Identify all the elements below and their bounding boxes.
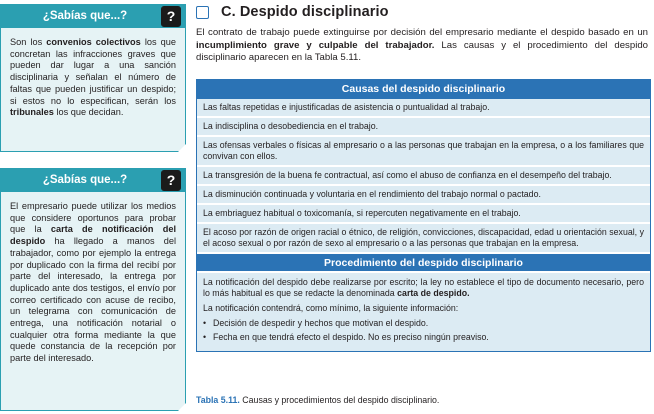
causes-list xyxy=(197,99,650,252)
text-run: El contrato de trabajo puede extinguirse por decisión del empresario mediante el despido basado en un xyxy=(196,27,648,38)
procedure-header: Procedimiento del despido disciplinario xyxy=(197,252,650,271)
section-title: C. Despido disciplinario xyxy=(221,4,389,20)
bold-text-run: convenios colectivos xyxy=(46,37,141,47)
text-run: los que decidan. xyxy=(53,107,124,118)
folded-corner-decoration xyxy=(177,143,187,153)
cause-row: La indisciplina o desobediencia en el trabajo. xyxy=(197,116,650,135)
question-mark-glyph: ? xyxy=(162,7,180,26)
procedure-paragraph-2: La notificación contendrá, como mínimo, la siguiente información: xyxy=(203,303,459,313)
procedure-body xyxy=(197,271,650,351)
tip-header xyxy=(1,169,185,192)
tip-header-label: ¿Sabías que...? xyxy=(42,10,128,22)
tip-box-carta-notificacion xyxy=(0,168,186,411)
cause-row: El acoso por razón de origen racial o étnico, de religión, convicciones, discapacidad, edad u orientación sexual, y el acoso sexual o por razón de sexo al empresario o a las personas que trabajan en la empresa. xyxy=(197,222,650,252)
bullet-text: Decisión de despedir y hechos que motivan el despido. xyxy=(213,318,429,328)
tip-body xyxy=(1,28,185,123)
tip-box-convenios xyxy=(0,4,186,152)
procedure-paragraph-1 xyxy=(203,277,644,299)
procedure-bullet-item xyxy=(203,332,644,343)
table-5-11 xyxy=(196,79,651,352)
text-run: La notificación del despido debe realizarse por escrito; la ley no establece el tipo de documento necesario, pero lo más habitual es que se redacte la denominada xyxy=(203,277,644,298)
procedure-bullet-item xyxy=(203,318,644,329)
text-run: ha llegado a manos del trabajador, como por ejemplo la entrega por duplicado con la firma del recibí por parte del interesado, la entrega por duplicado ante dos testigos, el envío por correo certificado con acuse de recibo, un telegrama con comunicación de entrega, una notificación notarial o cualquier otra forma mediante la que quede constancia de la recepción por parte del interesado. xyxy=(10,236,176,364)
bold-text-run: tribunales xyxy=(10,107,54,118)
folded-corner-decoration xyxy=(177,402,187,412)
bullet-dot-icon: • xyxy=(203,332,207,342)
text-run: Son los xyxy=(10,37,47,47)
tip-header xyxy=(1,5,185,28)
procedure-bullets xyxy=(203,318,644,343)
text-run: los que concretan las infracciones graves que pueden dar lugar a una sanción disciplinaria y señalan el número de faltas que pueden justificar un despido; si estos no lo especifican, serán los xyxy=(10,37,176,106)
bullet-text: Fecha en que tendrá efecto el despido. No es preciso ningún preaviso. xyxy=(213,332,489,342)
cause-row: La disminución continuada y voluntaria en el rendimiento del trabajo normal o pactado. xyxy=(197,184,650,203)
text-run: El empresario puede utilizar los medios que considere oportunos para probar que la xyxy=(10,201,176,235)
cause-row: La transgresión de la buena fe contractual, así como el abuso de confianza en el desempeño del trabajo. xyxy=(197,165,650,184)
table-caption xyxy=(196,395,439,405)
bold-text-run: carta de despido. xyxy=(397,288,470,298)
caption-label: Tabla 5.11. xyxy=(196,395,240,405)
tip-header-label: ¿Sabías que...? xyxy=(42,174,128,186)
cause-row: Las faltas repetidas e injustificadas de asistencia o puntualidad al trabajo. xyxy=(197,99,650,116)
bold-text-run: carta de notificación del despido xyxy=(10,224,177,247)
question-mark-icon xyxy=(161,170,181,191)
question-mark-icon xyxy=(161,6,181,27)
bold-text-run: incumplimiento grave y culpable del trabajador. xyxy=(196,39,435,51)
checkbox-square-icon xyxy=(196,6,209,19)
question-mark-glyph: ? xyxy=(162,171,180,190)
section-title-row xyxy=(196,2,389,22)
bullet-dot-icon: • xyxy=(203,318,207,328)
cause-row: Las ofensas verbales o físicas al empresario o a las personas que trabajan en la empresa, o a los familiares que convivan con ellos. xyxy=(197,135,650,165)
tip-body xyxy=(1,192,185,369)
causes-header: Causas del despido disciplinario xyxy=(197,80,650,99)
cause-row: La embriaguez habitual o toxicomanía, si repercuten negativamente en el trabajo. xyxy=(197,203,650,222)
intro-paragraph xyxy=(196,27,648,65)
text-run: Las causas y el procedimiento del despido disciplinario aparecen en la Tabla 5.11. xyxy=(196,39,648,64)
caption-text: Causas y procedimientos del despido disciplinario. xyxy=(239,395,440,405)
